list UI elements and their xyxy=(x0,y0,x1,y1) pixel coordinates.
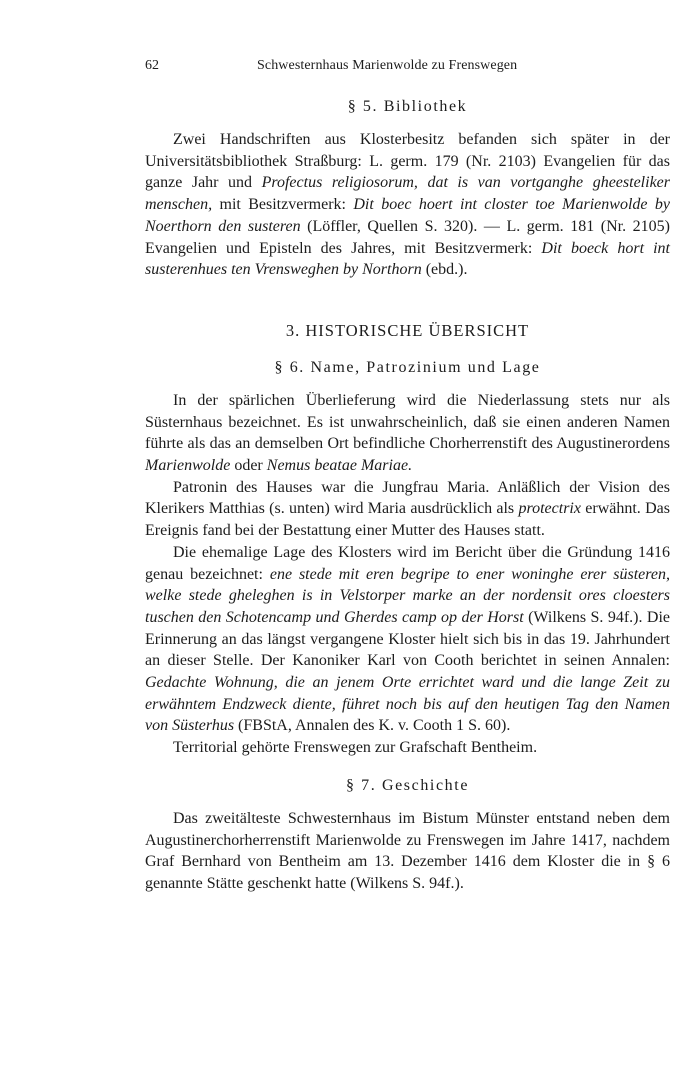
text-run: (FBStA, Annalen des K. v. Cooth 1 S. 60). xyxy=(234,717,511,735)
section-heading-name-lage: § 6. Name, Patrozinium und Lage xyxy=(274,358,541,376)
running-header xyxy=(145,58,670,80)
running-title: Schwesternhaus Marienwolde zu Frenswegen xyxy=(257,58,518,73)
text-run: (Löffler, Quellen S. 320). — L. germ. 181 (Nr. 2105) Evangelien und Episteln des Jahres, mit Besitzvermerk: xyxy=(145,217,670,257)
paragraph-geschichte: Das zweitälteste Schwesternhaus im Bistum Münster entstand neben dem Augustinerchorherrenstift Marienwolde zu Frenswegen im Jahre 1417, nachdem Graf Bernhard von Bentheim am 13. Dezember 1416 dem Kloster die in § 6 genannte Stätte geschenkt hatte (Wilkens S. 94f.). xyxy=(145,809,670,892)
paragraph-name xyxy=(145,390,670,477)
paragraph-bibliothek xyxy=(145,129,670,281)
section-heading-bibliothek: § 5. Bibliothek xyxy=(347,98,468,115)
text-run: Patronin des Hauses war die Jungfrau Maria. Anläßlich der Vision des Klerikers Matthias (s. unten) wird Maria ausdrücklich als xyxy=(145,478,670,518)
text-run: Die ehemalige Lage des Klosters wird im Bericht über die Gründung 1416 genau bezeichnet: xyxy=(145,543,670,583)
italic-term: protectrix xyxy=(518,500,581,518)
italic-quote: ene stede mit eren begripe to ener woninghe erer süsteren, welke stede gheleghen is in Velstorper marke an der nordensit ores cloesters tuschen den Schotencamp und Gherdes camp op der Horst xyxy=(145,565,671,626)
italic-quote: Dit boeck hort int susterenhues ten Vrensweghen by Northorn xyxy=(145,239,671,279)
italic-quote: Dit boec hoert int closter toe Marienwolde by Noerthorn den susteren xyxy=(145,196,671,235)
section-heading-geschichte: § 7. Geschichte xyxy=(345,776,470,794)
text-run: (ebd.). xyxy=(421,261,468,279)
text-run: Zwei Handschriften aus Klosterbesitz befanden sich später in der Universitätsbibliothek Straßburg: L. germ. 179 (Nr. 2103) Evangelien für das ganze Jahr und xyxy=(145,131,670,192)
text-run: In der spärlichen Überlieferung wird die Niederlassung stets nur als Süsternhaus bezeichnet. Es ist unwahrscheinlich, daß sie einen anderen Namen führte als das an demselben Ort befindliche Chorherrenstift des Augustinerordens xyxy=(145,391,670,453)
paragraph-lage xyxy=(145,542,670,737)
paragraph-territorial: Territorial gehörte Frenswegen zur Grafschaft Bentheim. xyxy=(173,739,538,757)
page-number: 62 xyxy=(145,58,159,73)
italic-title: Profectus religiosorum, dat is van vortganghe gheesteliker menschen, xyxy=(145,174,670,214)
text-run: erwähnt. Das Ereignis fand bei der Bestattung einer Mutter des Hauses statt. xyxy=(145,500,670,540)
text-run: oder xyxy=(230,457,267,475)
italic-quote: Gedachte Wohnung, die an jenem Orte errichtet ward und die lange Zeit zu erwähntem Endzweck diente, führet noch bis auf den heutigen Tag den Namen von Süsterhus xyxy=(145,674,670,735)
text-run: mit Besitzvermerk: xyxy=(212,196,354,214)
paragraph-patrozinium xyxy=(145,477,670,542)
chapter-heading: 3. HISTORISCHE ÜBERSICHT xyxy=(285,320,530,340)
italic-name: Nemus beatae Mariae. xyxy=(266,457,413,475)
italic-name: Marienwolde xyxy=(145,457,231,475)
book-page xyxy=(145,58,670,895)
text-run: (Wilkens S. 94f.). Die Erinnerung an das längst vergangene Kloster hielt sich bis in das 19. Jahrhundert an dieser Stelle. Der Kanoniker Karl von Cooth berichtet in seinen Annalen: xyxy=(145,608,670,670)
